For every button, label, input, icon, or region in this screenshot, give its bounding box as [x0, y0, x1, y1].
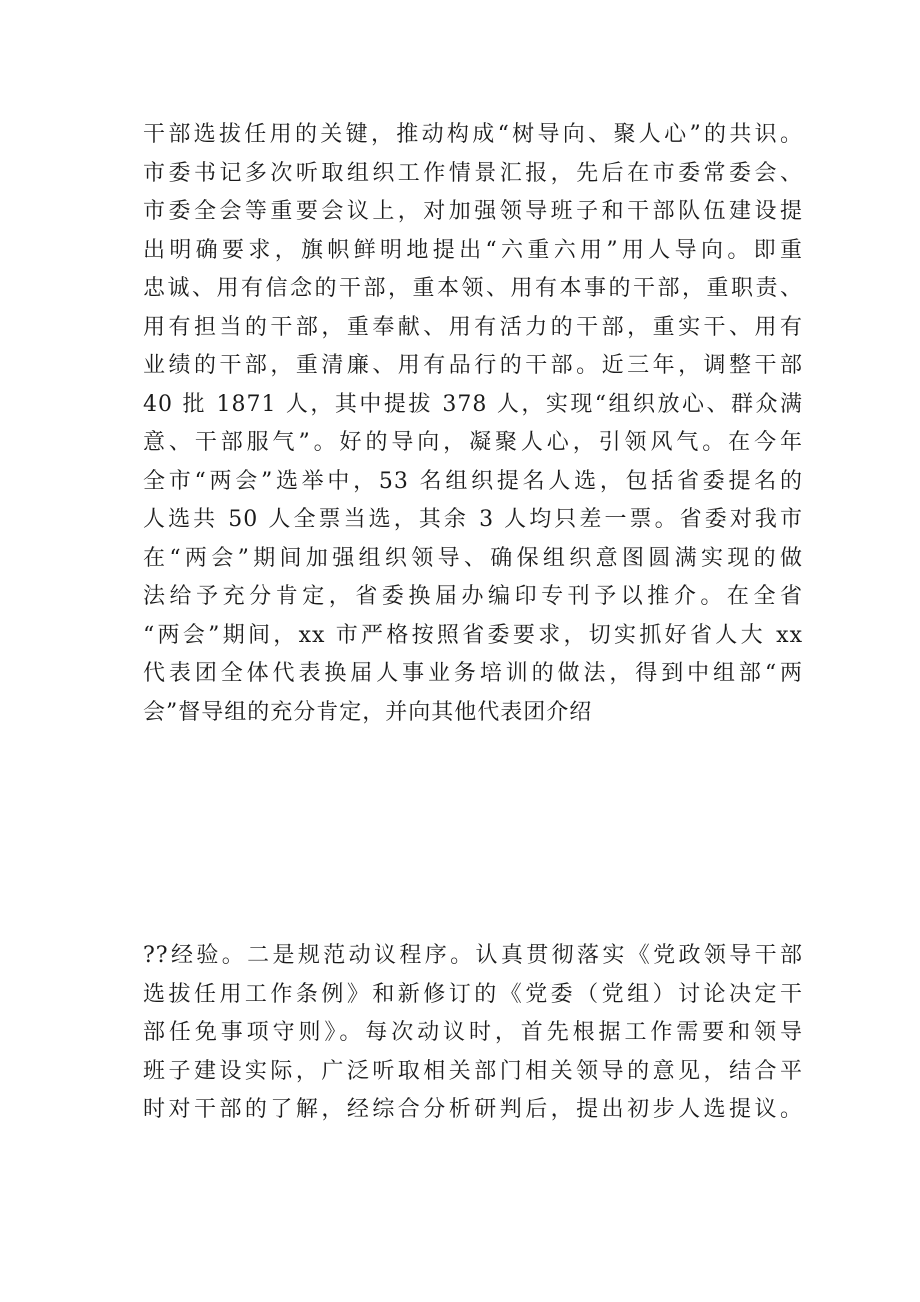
text-line: 人选共 50 人全票当选，其余 3 人均只差一票。省委对我市 — [143, 507, 803, 532]
text-line: 班子建设实际，广泛听取相关部门相关领导的意见，结合平 — [143, 1058, 803, 1084]
text-line: 代表团全体代表换届人事业务培训的做法，得到中组部“两 — [143, 661, 803, 686]
text-line: “两会”期间，xx 市严格按照省委要求，切实抓好省人大 xx — [143, 622, 803, 648]
text-line: ??经验。二是规范动议程序。认真贯彻落实《党政领导干部 — [143, 943, 803, 968]
text-line: 选拔任用工作条例》和新修订的《党委（党组）讨论决定干 — [143, 981, 803, 1007]
text-line: 会”督导组的充分肯定，并向其他代表团介绍 — [143, 699, 593, 725]
body-paragraph-2 — [143, 937, 803, 1130]
text-line: 法给予充分肯定，省委换届办编印专刊予以推介。在全省 — [143, 584, 803, 609]
text-line: 出明确要求，旗帜鲜明地提出“六重六用”用人导向。即重 — [143, 237, 803, 263]
text-line: 业绩的干部，重清廉、用有品行的干部。近三年，调整干部 — [143, 353, 803, 378]
text-line: 全市“两会”选举中，53 名组织提名人选，包括省委提名的 — [143, 468, 803, 494]
text-line: 市委全会等重要会议上，对加强领导班子和干部队伍建设提 — [143, 199, 803, 224]
text-line: 干部选拔任用的关键，推动构成“树导向、聚人心”的共识。 — [143, 122, 803, 147]
text-line: 用有担当的干部，重奉献、用有活力的干部，重实干、用有 — [143, 314, 803, 340]
text-line: 市委书记多次听取组织工作情景汇报，先后在市委常委会、 — [143, 160, 803, 186]
text-line: 在“两会”期间加强组织领导、确保组织意图圆满实现的做 — [143, 545, 803, 571]
body-paragraph-1 — [143, 116, 803, 732]
text-line: 40 批 1871 人，其中提拔 378 人，实现“组织放心、群众满 — [143, 391, 803, 417]
text-line: 忠诚、用有信念的干部，重本领、用有本事的干部，重职责、 — [143, 276, 803, 301]
text-line: 时对干部的了解，经综合分析研判后，提出初步人选提议。 — [143, 1097, 803, 1122]
text-line: 部任免事项守则》。每次动议时，首先根据工作需要和领导 — [143, 1020, 803, 1045]
text-line: 意、干部服气”。好的导向，凝聚人心，引领风气。在今年 — [143, 430, 803, 455]
